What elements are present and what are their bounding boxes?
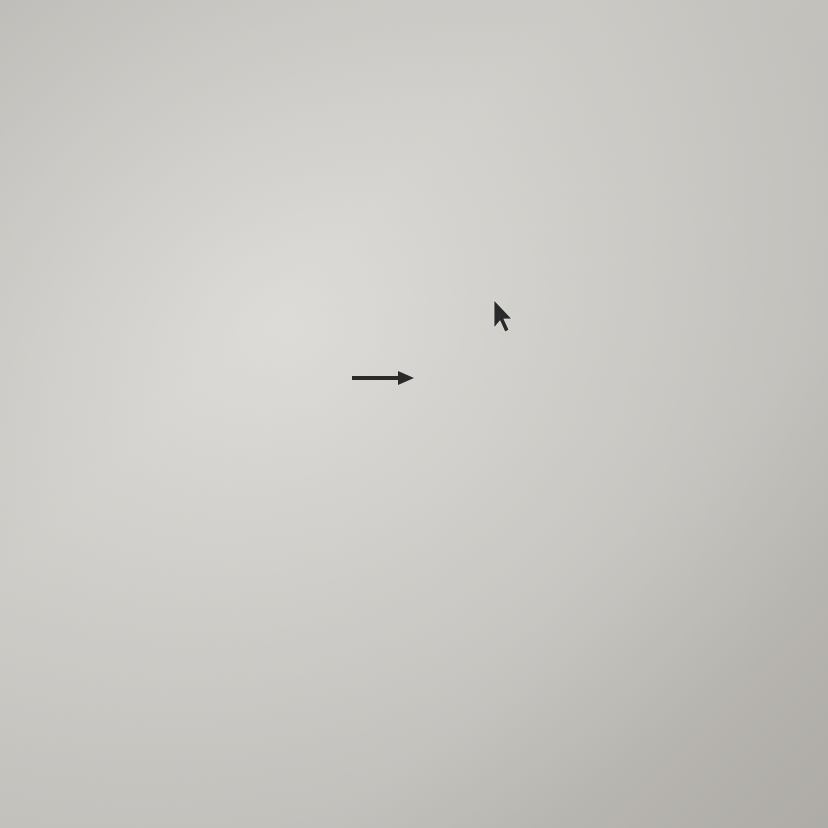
answer-choice-g[interactable] [78,691,106,707]
answer-choice-h[interactable] [78,733,106,749]
process-arrow-icon [352,371,414,385]
mouse-cursor-icon [494,300,512,332]
answer-choice-j[interactable] [78,774,106,790]
answer-choice-f[interactable] [78,652,106,668]
